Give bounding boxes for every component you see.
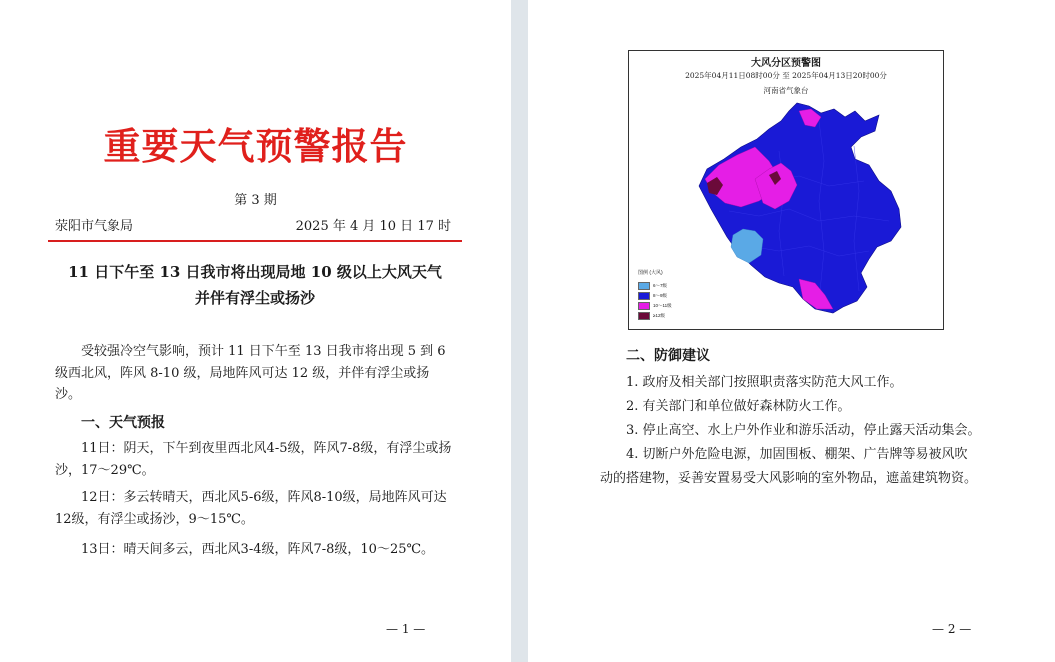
legend-swatch	[638, 282, 650, 290]
headline-line-1: 11 日下午至 13 日我市将出现局地 10 级以上大风天气	[68, 263, 442, 281]
advice-4-line-2: 动的搭建物，妥善安置易受大风影响的室外物品，遮盖建筑物资。	[600, 471, 978, 486]
legend-item	[638, 312, 665, 319]
legend-swatch	[638, 302, 650, 310]
legend-swatch	[638, 292, 650, 300]
section2-title: 二、防御建议	[626, 348, 710, 364]
forecast-11	[55, 438, 455, 481]
forecast-13-text: 13日：晴天间多云，西北风3-4级，阵风7-8级，10～25℃。	[81, 542, 435, 557]
page-gutter	[511, 0, 528, 662]
section1-title: 一、天气预报	[81, 415, 165, 431]
legend-label: 6～7级	[653, 282, 668, 288]
legend-label: 10～11级	[653, 302, 672, 308]
legend-swatch	[638, 312, 650, 320]
map-legend-title: 图例 (大风)	[638, 270, 663, 276]
advice-3: 3. 停止高空、水上户外作业和游乐活动，停止露天活动集会。	[626, 423, 981, 438]
issuing-org: 荥阳市气象局	[55, 219, 134, 234]
legend-item	[638, 282, 667, 289]
document-page-1	[0, 0, 511, 662]
map-time-range: 2025年04月11日08时00分 至 2025年04月13日20时00分	[685, 71, 887, 80]
intro-paragraph	[55, 341, 455, 406]
page-number-2: — 2 —	[932, 622, 972, 636]
report-title: 重要天气预警报告	[103, 124, 408, 168]
map-title: 大风分区预警图	[751, 58, 821, 69]
map-org: 河南省气象台	[763, 86, 809, 95]
forecast-12-text: 12日：多云转晴天，西北风5-6级，阵风8-10级，局地阵风可达12级，有浮尘或扬沙，9～15℃。	[55, 490, 447, 527]
forecast-11-text: 11日：阴天，下午到夜里西北风4-5级，阵风7-8级，有浮尘或扬沙，17～29℃。	[55, 441, 452, 478]
advice-2: 2. 有关部门和单位做好森林防火工作。	[626, 399, 851, 414]
advice-1: 1. 政府及相关部门按照职责落实防范大风工作。	[626, 375, 903, 390]
page-number-1: — 1 —	[386, 622, 426, 636]
headline-line-2: 并伴有浮尘或扬沙	[194, 289, 315, 307]
red-divider	[48, 240, 462, 242]
forecast-12	[55, 487, 455, 530]
forecast-13	[55, 539, 455, 561]
document-page-2	[528, 0, 1055, 662]
legend-label: ≥12级	[653, 312, 665, 318]
section1	[55, 412, 455, 434]
legend-item	[638, 292, 667, 299]
legend-label: 8～9级	[653, 292, 668, 298]
issue-number: 第 3 期	[234, 193, 277, 208]
intro-text: 受较强冷空气影响，预计 11 日下午至 13 日我市将出现 5 到 6 级西北风，阵风 8-10 级，局地阵风可达 12 级，并伴有浮尘或扬沙。	[55, 344, 446, 402]
advice-list	[626, 371, 1006, 467]
advice-4-line-1: 4. 切断户外危险电源，加固围板、棚架、广告牌等易被风吹	[626, 447, 968, 462]
issue-date: 2025 年 4 月 10 日 17 时	[295, 219, 451, 234]
legend-item	[638, 302, 672, 309]
wind-warning-map	[628, 50, 944, 330]
